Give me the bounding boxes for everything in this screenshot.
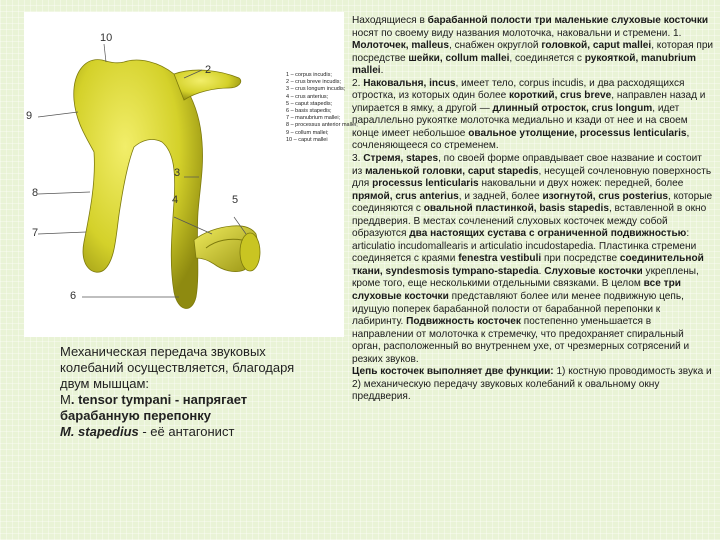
ossicles-illustration <box>24 12 358 337</box>
legend-item: 4 – crus anterius; <box>286 93 329 100</box>
legend-item: 2 – crus breve incudis; <box>286 79 342 86</box>
caption-m1-prefix: M <box>60 392 71 407</box>
legend-item: 6 – basis stapedis; <box>286 108 332 115</box>
legend-item: 10 – caput mallei <box>286 136 328 143</box>
legend-item: 8 – processus anterior mallei; <box>286 122 358 129</box>
paragraph-stapes: 3. Стремя, stapes, по своей форме оправдывает свое название и состоит из маленькой головки, caput stapedis, несущей сочленовную поверхность для processus lenticularis наковальни и двух ножек: передней, более прямой, crus anterius, и задней, более изогнутой, crus posterius, которые соединяются с овальной пластинкой, basis stapedis, вставленной в окно преддверия. В местах сочленений слуховых косточек между собой образуются два настоящих сустава с ограниченной подвижностью: articulatio incudomallearis и articulatio incudostapedia. Пластинка стремени соединяется с краями fenestra vestibuli при посредстве соединительной ткани, syndesmosis tympano-stapedia. Слуховые косточки укреплены, кроме того, еще несколькими отдельными связками. В целом все три слуховые косточки представляют более или менее подвижную цепь, идущую поперек барабанной полости от барабанной перепонки к лабиринту. Подвижность косточек постепенно уменьшается в направлении от молоточка к стремечку, что предохраняет спиральный орган, расположенный во внутреннем ухе, от чрезмерных сотрясений и резких звуков. <box>352 153 713 365</box>
figure-number-5: 5 <box>232 194 239 206</box>
ossicles-figure <box>24 12 358 337</box>
caption-tensor-tympani: . tensor tympani - напрягает барабанную перепонку <box>60 392 248 423</box>
legend-item: 7 – manubrium mallei; <box>286 115 341 122</box>
figure-number-3: 3 <box>174 167 181 179</box>
paragraph-incus: 2. Наковальня, incus, имеет тело, corpus incudis, и два расходящихся отростка, из которых один более короткий, crus breve, направлен назад и упирается в ямку, а другой — длинный отросток, crus longum, идет параллельно рукоятке молоточка медиально и кзади от нее и на своем конце имеет небольшое овальное утолщение, processus lenticularis, сочленяющееся со стременем. <box>352 77 706 152</box>
figure-number-8: 8 <box>32 187 39 199</box>
figure-number-2: 2 <box>205 64 212 76</box>
figure-number-7: 7 <box>32 227 39 239</box>
main-text <box>352 15 714 404</box>
basis-stapedis-shape <box>240 233 260 271</box>
paragraph-intro-malleus: Находящиеся в барабанной полости три маленькие слуховые косточки носят по своему виду названия молоточка, наковальни и стремени. 1. Молоточек, malleus, снабжен округлой головкой, caput mallei, которая при посредстве шейки, collum mallei, соединяется с рукояткой, manubrium mallei. <box>352 15 714 77</box>
muscles-caption <box>60 344 310 440</box>
caption-antagonist: - её антагонист <box>138 424 235 439</box>
legend-item: 5 – caput stapedis; <box>286 100 333 107</box>
figure-legend <box>286 72 358 144</box>
paragraph-functions: Цепь косточек выполняет две функции: 1) костную проводимость звука и 2) механическую передачу звуковых колебаний к овальному окну преддверия. <box>352 366 712 403</box>
figure-number-10: 10 <box>100 32 113 44</box>
figure-number-6: 6 <box>70 290 77 302</box>
legend-item: 3 – crus longum incudis; <box>286 86 346 93</box>
caption-intro: Механическая передача звуковых колебаний осуществляется, благодаря двум мышцам: <box>60 344 295 391</box>
legend-item: 1 – corpus incudis; <box>286 72 332 78</box>
figure-number-4: 4 <box>172 194 179 206</box>
caption-stapedius: M. stapedius <box>60 424 139 439</box>
figure-number-9: 9 <box>26 110 33 122</box>
legend-item: 9 – collum mallei; <box>286 129 329 136</box>
